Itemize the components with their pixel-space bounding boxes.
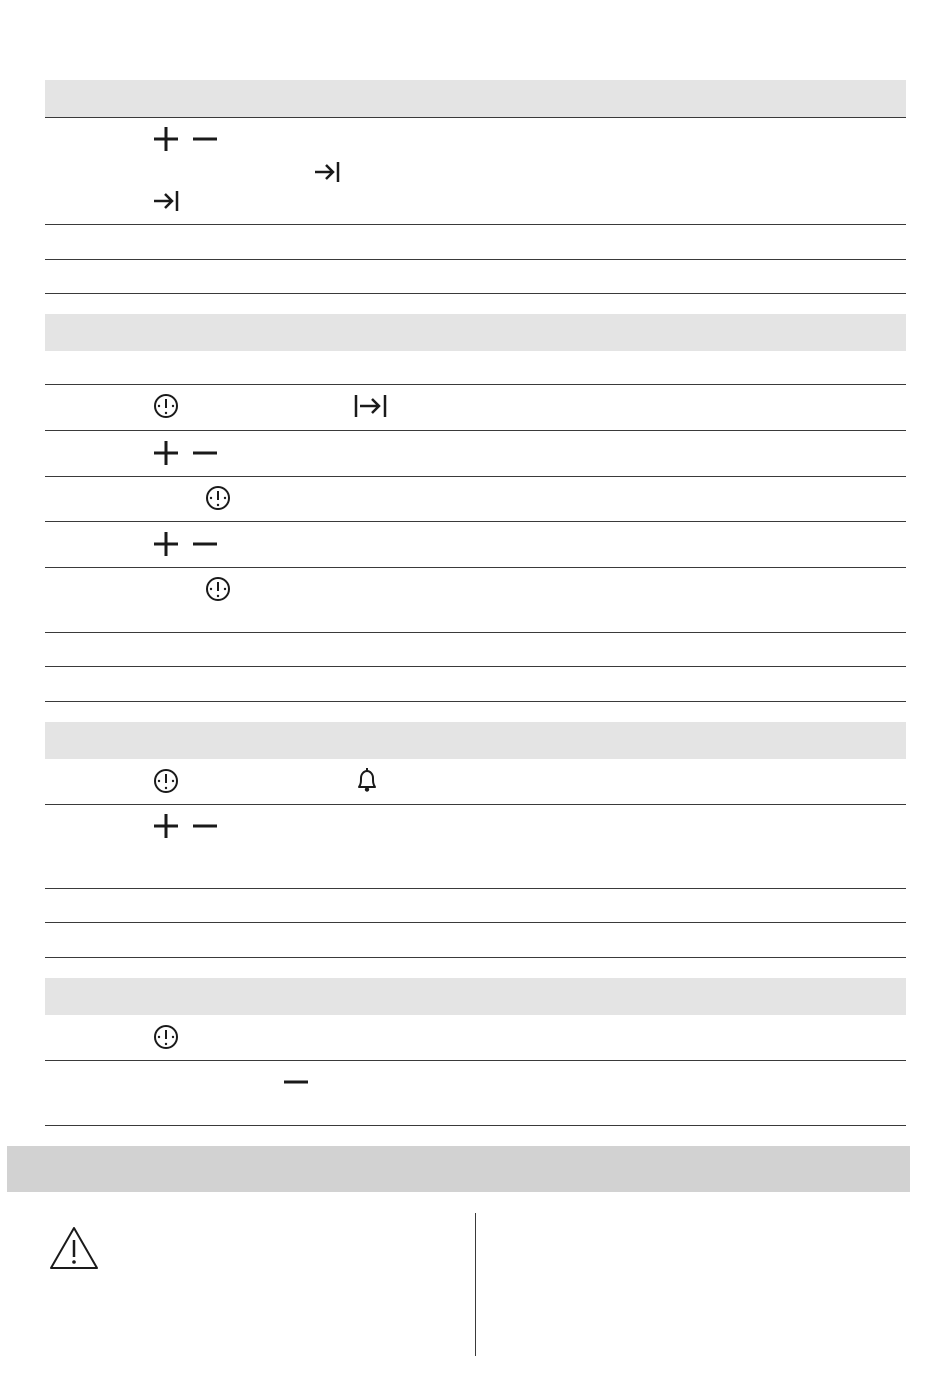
minus-icon [192, 813, 218, 839]
table-rule [45, 259, 906, 260]
clock-icon [205, 576, 231, 602]
table-rule [45, 117, 906, 118]
warning-triangle-icon [49, 1226, 99, 1270]
table-rule [45, 567, 906, 568]
plus-icon [153, 531, 179, 557]
section-4-header-band [45, 978, 906, 1015]
clock-icon [153, 393, 179, 419]
section-3-header-band [45, 722, 906, 759]
column-divider [475, 1213, 476, 1356]
section-1-header-band [45, 80, 906, 117]
clock-icon [153, 1024, 179, 1050]
table-rule [45, 224, 906, 225]
bell-icon [355, 767, 379, 793]
table-rule [45, 888, 906, 889]
table-rule [45, 922, 906, 923]
bar-arrow-bar-icon [354, 394, 388, 418]
arrow-to-bar-icon [313, 160, 341, 184]
table-rule [45, 701, 906, 702]
clock-icon [205, 485, 231, 511]
chapter-header-band [7, 1146, 910, 1192]
table-rule [45, 430, 906, 431]
table-rule [45, 632, 906, 633]
table-rule [45, 1060, 906, 1061]
minus-icon [192, 440, 218, 466]
arrow-to-bar-icon [152, 189, 180, 213]
table-rule [45, 384, 906, 385]
table-rule [45, 521, 906, 522]
table-rule [45, 293, 906, 294]
plus-icon [153, 440, 179, 466]
table-rule [45, 1125, 906, 1126]
table-rule [45, 804, 906, 805]
minus-icon [283, 1069, 309, 1095]
table-rule [45, 957, 906, 958]
clock-icon [153, 768, 179, 794]
table-rule [45, 666, 906, 667]
minus-icon [192, 531, 218, 557]
table-rule [45, 476, 906, 477]
section-2-header-band [45, 314, 906, 351]
minus-icon [192, 126, 218, 152]
plus-icon [153, 813, 179, 839]
plus-icon [153, 126, 179, 152]
